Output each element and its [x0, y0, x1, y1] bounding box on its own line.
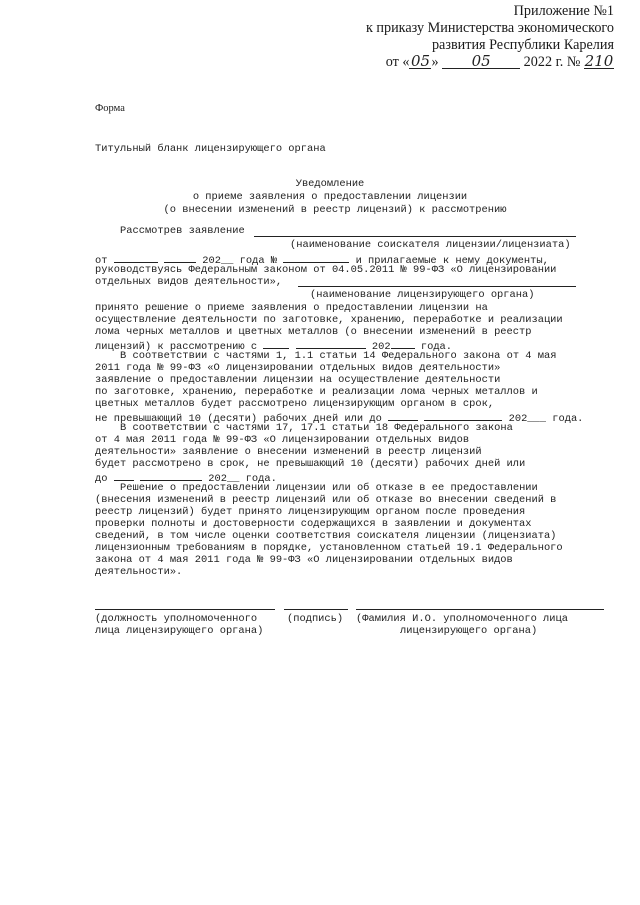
name-field [356, 609, 604, 610]
body-line-activities: отдельных видов деятельности», [95, 276, 283, 288]
appendix-order-line: к приказу Министерства экономического [365, 20, 614, 36]
order-number-handwritten: 210 [584, 52, 614, 70]
date-month-handwritten: 05 [442, 55, 520, 69]
date-day-handwritten: 05 [410, 52, 431, 70]
body-line-reviewed: Рассмотрев заявление [120, 225, 245, 237]
appendix-date-line: от «05» 05 2022 г. № 210 [385, 52, 614, 70]
body-line-activity-1: осуществление деятельности по заготовке, хранению, переработке и реализации [95, 314, 563, 326]
signature-field [284, 609, 348, 610]
caption-applicant: (наименование соискателя лицензии/лицензиата) [290, 239, 571, 251]
appendix-title: Приложение №1 [513, 3, 614, 19]
p4-line-5: сведений, в том числе оценки соответствия соискателя лицензии (лицензиата) [95, 530, 557, 542]
p2-line-1: В соответствии с частями 1, 1.1 статьи 14 Федерального закона от 4 мая [120, 350, 557, 362]
p4-line-6: лицензионным требованиям в порядке, установленном статьей 19.1 Федерального [95, 542, 563, 554]
caption-signature: (подпись) [287, 613, 344, 625]
p4-line-1: Решение о предоставлении лицензии или об отказе в ее предоставлении [120, 482, 538, 494]
body-line-guided: руководствуясь Федеральным законом от 04.05.2011 № 99-ФЗ «О лицензировании [95, 264, 557, 276]
body-line-decision: принято решение о приеме заявления о предоставлении лицензии на [95, 302, 488, 314]
body-line-from: от 202__ года № и прилагаемые к нему документы, [95, 252, 549, 267]
caption-fullname-2: лицензирующего органа) [400, 625, 538, 637]
p2-line-3: заявление о предоставлении лицензии на осуществление деятельности [95, 374, 501, 386]
applicant-name-field [254, 236, 576, 237]
caption-fullname-1: (Фамилия И.О. уполномоченного лица [356, 613, 569, 625]
caption-authority: (наименование лицензирующего органа) [310, 289, 535, 301]
p2-line-4: по заготовке, хранению, переработке и реализации лома черных металлов и [95, 386, 538, 398]
p3-line-2: от 4 мая 2011 года № 99-ФЗ «О лицензировании отдельных видов [95, 434, 470, 446]
caption-position-1: (должность уполномоченного [95, 613, 258, 625]
p4-line-7: закона от 4 мая 2011 года № 99-ФЗ «О лицензировании отдельных видов [95, 554, 513, 566]
p3-line-3: деятельности» заявление о внесении изменений в реестр лицензий [95, 446, 482, 458]
body-line-activity-2: лома черных металлов и цветных металлов (о внесении изменений в реестр [95, 326, 532, 338]
p3-line-1: В соответствии с частями 17, 17.1 статьи 18 Федерального закона [120, 422, 513, 434]
body-line-review-date: лицензий) к рассмотрению с 202 года. [95, 338, 452, 353]
p2-line-5: цветных металлов будет рассмотрено лицензирующим органом в срок, [95, 398, 495, 410]
number-field [283, 252, 349, 263]
p3-line-4: будет рассмотрено в срок, не превышающий 10 (десяти) рабочих дней или [95, 458, 526, 470]
notice-title: Уведомление [295, 178, 365, 190]
p4-line-2: (внесения изменений в реестр лицензий или об отказе во внесении сведений в [95, 494, 557, 506]
date-field [114, 252, 158, 263]
date-field-2 [164, 252, 196, 263]
p4-line-8: деятельности». [95, 566, 183, 578]
notice-subtitle-2: (о внесении изменений в реестр лицензий) к рассмотрению [163, 204, 507, 216]
form-label: Форма [95, 103, 125, 114]
p2-line-6: не превышающий 10 (десяти) рабочих дней или до 202___ года. [95, 410, 583, 425]
title-blank-label: Титульный бланк лицензирующего органа [95, 143, 326, 155]
p4-line-4: проверки полноты и достоверности содержащихся в заявлении и документах [95, 518, 532, 530]
appendix-ministry-line: развития Республики Карелия [431, 37, 614, 53]
p2-line-2: 2011 года № 99-ФЗ «О лицензировании отдельных видов деятельности» [95, 362, 501, 374]
appendix-header [366, 3, 614, 71]
position-field [95, 609, 275, 610]
authority-name-field [298, 286, 576, 287]
notice-subtitle-1: о приеме заявления о предоставлении лицензии [192, 191, 468, 203]
p4-line-3: реестр лицензий) будет принято лицензирующим органом после проведения [95, 506, 526, 518]
caption-position-2: лица лицензирующего органа) [95, 625, 264, 637]
p3-line-5: до 202__ года. [95, 470, 277, 485]
